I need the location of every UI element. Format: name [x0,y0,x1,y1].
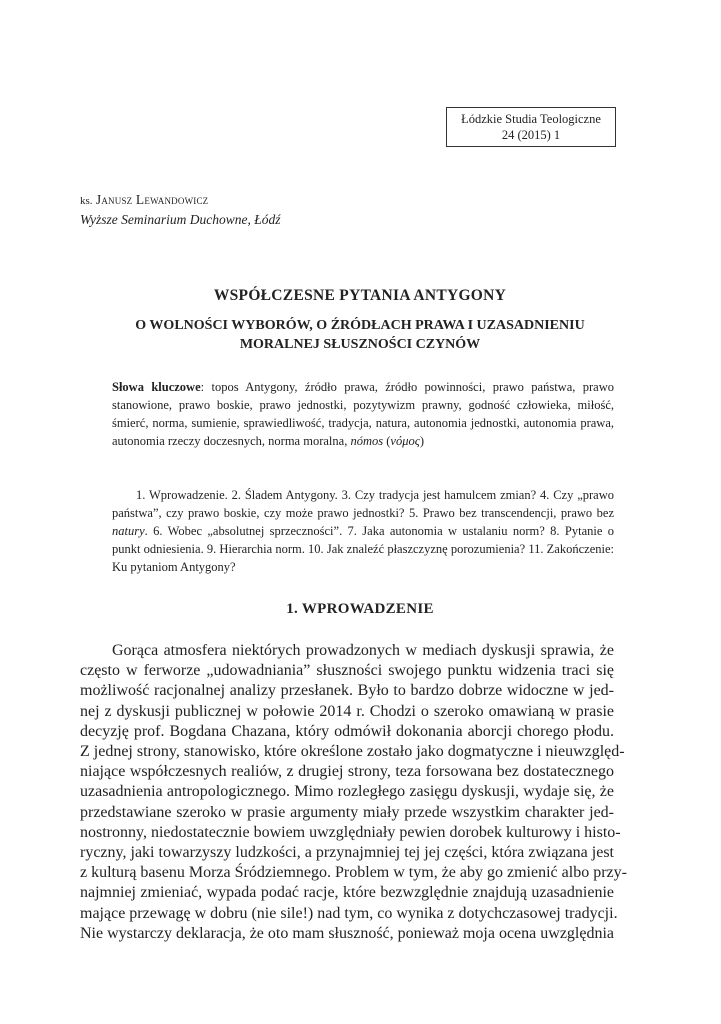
keyword-paren-close: ) [419,434,424,448]
subtitle-line-2: MORALNEJ SŁUSZNOŚCI CZYNÓW [239,337,481,352]
body-line: Nie wystarczy deklaracja, że oto mam słuszność, ponieważ moja ocena uwzględnia [80,924,615,942]
keyword-nomos: nómos [350,434,384,448]
body-line: nostronny, niedostatecznie bowiem uwzględniały pewien dorobek kulturowy i histo- [80,823,621,841]
toc-part-1: 1. Wprowadzenie. 2. Śladem Antygony. 3. Czy tradycja jest hamulcem zmian? 4. Czy „prawo państwa”, czy prawo boskie, czy może prawo jednostki? 5. Prawo bez transcendencji, prawo bez [112,488,614,520]
affiliation-city: Łódź [254,212,281,227]
keywords-label: Słowa kluczowe [112,380,201,394]
toc-part-2: . 6. Wobec „absolutnej sprzeczności”. 7. Jaka autonomia w ustalaniu norm? 8. Pytanie o punkt odniesienia. 9. Hierarchia norm. 10. Jak znaleźć płaszczyznę porozumienia? 11. Zakończenie: Ku pytaniom Antygony? [112,524,614,574]
body-line: często w ferworze „udowadniania” słuszności swojego punktu widzenia traci się [80,662,614,680]
journal-name: Łódzkie Studia Teologiczne [461,112,601,126]
body-line: ryczny, jaki towarzyszy ludzkości, a przynajmniej tej jej części, która związana jest [80,844,614,862]
body-line: Gorąca atmosfera niektórych prowadzonych w mediach dyskusji sprawia, że [112,642,614,659]
article-title: WSPÓŁCZESNE PYTANIA ANTYGONY [213,287,507,304]
journal-info-box [446,107,616,147]
author-prefix: ks. [80,195,93,207]
article-subtitle [80,316,640,354]
keyword-nomos-greek: νόμος [390,434,420,448]
journal-issue: 24 (2015) 1 [501,128,561,142]
body-line: uzasadnienia antropologicznego. Mimo rozległego zasięgu dyskusji, wydaje się, że [80,783,614,801]
body-line: możliwość racjonalnej analizy przesłanek. Było to bardzo dobrze widoczne w jed- [80,682,614,700]
keyword-paren-open: ( [383,434,391,448]
section-heading: 1. WPROWADZENIE [286,601,434,617]
body-paragraph [80,641,627,944]
table-of-contents [112,486,614,576]
author-name: Janusz Lewandowicz [95,192,209,207]
body-line: Z jednej strony, stanowisko, które określone zostało jako dogmatyczne i nieuwzględ- [80,743,625,761]
body-line: decyzję prof. Bogdana Chazana, który odmówił dokonania aborcji chorego płodu. [80,722,614,740]
author-affiliation [80,212,281,228]
affiliation-separator: , [247,212,255,227]
body-line: nej z dyskusji publicznej w połowie 2014 r. Chodzi o szeroko omawianą w prasie [80,702,614,720]
body-line: z kulturą basenu Morza Śródziemnego. Problem w tym, że aby go zmienić albo przy- [80,864,627,882]
toc-natury: natury [112,524,145,538]
subtitle-line-1: O WOLNOŚCI WYBORÓW, O ŹRÓDŁACH PRAWA I UZASADNIENIU [135,318,585,333]
body-line: niające współczesnych realiów, z drugiej strony, teza forsowana bez dostatecznego [80,763,614,781]
affiliation-institution: Wyższe Seminarium Duchowne [80,212,248,227]
author-line [80,192,208,208]
body-line: przedstawiane szeroko w prasie argumenty miały przede wszystkim charakter jed- [80,803,614,821]
keywords-block [112,378,614,450]
body-line: mające przewagę w dobru (nie sile!) nad tym, co wynika z dotychczasowej tradycji. [80,904,618,922]
keywords-text: : topos Antygony, źródło prawa, źródło powinności, prawo państwa, prawo stanowione, prawo boskie, prawo jednostki, pozytywizm prawny, godność człowieka, miłość, śmierć, norma, sumienie, sprawiedliwość, tradycja, natura, autonomia jednostki, autonomia prawa, autonomia rzeczy doczesnych, norma moralna, [112,380,614,448]
body-line: najmniej zmieniać, wypada podać racje, które bezwzględnie znajdują uzasadnienie [80,884,614,902]
